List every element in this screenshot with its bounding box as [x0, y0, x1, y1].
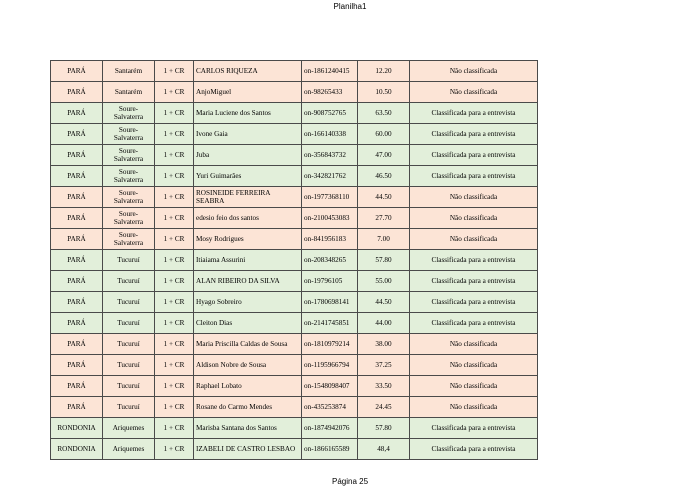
cell-cr: 1 + CR: [155, 229, 194, 250]
cell-municipio: Tucuruí: [103, 334, 155, 355]
table-row: [51, 376, 538, 397]
cell-municipio: Tucuruí: [103, 292, 155, 313]
cell-inscricao: on-208348265: [302, 250, 358, 271]
cell-nota: 24.45: [358, 397, 410, 418]
cell-nota: 27.70: [358, 208, 410, 229]
results-table-container: [50, 60, 537, 460]
cell-nome: Rosane do Carmo Mendes: [194, 397, 302, 418]
cell-uf: PARÁ: [51, 61, 103, 82]
table-row: [51, 103, 538, 124]
cell-municipio: Ariquemes: [103, 418, 155, 439]
cell-cr: 1 + CR: [155, 124, 194, 145]
cell-cr: 1 + CR: [155, 334, 194, 355]
table-row: [51, 229, 538, 250]
table-row: [51, 334, 538, 355]
cell-municipio: Tucuruí: [103, 397, 155, 418]
cell-nota: 48,4: [358, 439, 410, 460]
cell-nome: edesio feio dos santos: [194, 208, 302, 229]
cell-nota: 44.50: [358, 187, 410, 208]
cell-nota: 44.50: [358, 292, 410, 313]
table-row: [51, 397, 538, 418]
cell-cr: 1 + CR: [155, 313, 194, 334]
cell-nome: Cleiton Dias: [194, 313, 302, 334]
cell-uf: PARÁ: [51, 313, 103, 334]
cell-municipio: Tucuruí: [103, 355, 155, 376]
cell-nome: ROSINEIDE FERREIRA SEABRA: [194, 187, 302, 208]
cell-inscricao: on-166140338: [302, 124, 358, 145]
cell-uf: RONDONIA: [51, 439, 103, 460]
cell-nome: Hyago Sobreiro: [194, 292, 302, 313]
cell-situacao: Não classificada: [410, 82, 538, 103]
table-row: [51, 208, 538, 229]
cell-nota: 57.80: [358, 250, 410, 271]
cell-uf: PARÁ: [51, 292, 103, 313]
cell-situacao: Não classificada: [410, 187, 538, 208]
cell-situacao: Classificada para a entrevista: [410, 145, 538, 166]
cell-situacao: Não classificada: [410, 208, 538, 229]
cell-nome: Maria Priscilla Caldas de Sousa: [194, 334, 302, 355]
results-table: [50, 60, 538, 460]
cell-uf: PARÁ: [51, 103, 103, 124]
cell-cr: 1 + CR: [155, 439, 194, 460]
cell-situacao: Classificada para a entrevista: [410, 292, 538, 313]
cell-uf: RONDONIA: [51, 418, 103, 439]
cell-situacao: Classificada para a entrevista: [410, 439, 538, 460]
table-row: [51, 292, 538, 313]
cell-inscricao: on-1874942076: [302, 418, 358, 439]
cell-nota: 55.00: [358, 271, 410, 292]
cell-situacao: Classificada para a entrevista: [410, 250, 538, 271]
cell-situacao: Classificada para a entrevista: [410, 271, 538, 292]
cell-municipio: Santarém: [103, 82, 155, 103]
table-row: [51, 439, 538, 460]
sheet-title: Planilha1: [333, 2, 367, 11]
cell-nota: 10.50: [358, 82, 410, 103]
cell-nome: IZABELI DE CASTRO LESBAO: [194, 439, 302, 460]
cell-nota: 12.20: [358, 61, 410, 82]
cell-cr: 1 + CR: [155, 145, 194, 166]
cell-nome: CARLOS RIQUEZA: [194, 61, 302, 82]
cell-situacao: Não classificada: [410, 376, 538, 397]
cell-cr: 1 + CR: [155, 61, 194, 82]
cell-nome: Raphael Lobato: [194, 376, 302, 397]
cell-municipio: Soure-Salvaterra: [103, 103, 155, 124]
cell-inscricao: on-1195966794: [302, 355, 358, 376]
table-row: [51, 145, 538, 166]
cell-nome: ALAN RIBEIRO DA SILVA: [194, 271, 302, 292]
cell-situacao: Não classificada: [410, 355, 538, 376]
cell-uf: PARÁ: [51, 166, 103, 187]
cell-situacao: Classificada para a entrevista: [410, 418, 538, 439]
cell-inscricao: on-2141745851: [302, 313, 358, 334]
table-row: [51, 355, 538, 376]
cell-inscricao: on-908752765: [302, 103, 358, 124]
cell-uf: PARÁ: [51, 208, 103, 229]
cell-inscricao: on-1780698141: [302, 292, 358, 313]
cell-municipio: Soure-Salvaterra: [103, 145, 155, 166]
cell-cr: 1 + CR: [155, 166, 194, 187]
cell-municipio: Soure-Salvaterra: [103, 187, 155, 208]
table-row: [51, 250, 538, 271]
cell-cr: 1 + CR: [155, 397, 194, 418]
cell-nota: 37.25: [358, 355, 410, 376]
cell-municipio: Tucuruí: [103, 376, 155, 397]
cell-nome: Aldison Nobre de Sousa: [194, 355, 302, 376]
cell-uf: PARÁ: [51, 187, 103, 208]
cell-nome: Yuri Guimarães: [194, 166, 302, 187]
cell-inscricao: on-342821762: [302, 166, 358, 187]
cell-uf: PARÁ: [51, 355, 103, 376]
cell-uf: PARÁ: [51, 271, 103, 292]
cell-cr: 1 + CR: [155, 82, 194, 103]
cell-inscricao: on-1977368110: [302, 187, 358, 208]
cell-nota: 60.00: [358, 124, 410, 145]
cell-situacao: Não classificada: [410, 229, 538, 250]
cell-uf: PARÁ: [51, 376, 103, 397]
cell-municipio: Ariquemes: [103, 439, 155, 460]
table-row: [51, 61, 538, 82]
cell-nota: 47.00: [358, 145, 410, 166]
cell-municipio: Santarém: [103, 61, 155, 82]
table-row: [51, 187, 538, 208]
cell-cr: 1 + CR: [155, 250, 194, 271]
cell-uf: PARÁ: [51, 250, 103, 271]
cell-cr: 1 + CR: [155, 376, 194, 397]
cell-nome: Maria Luciene dos Santos: [194, 103, 302, 124]
cell-situacao: Classificada para a entrevista: [410, 103, 538, 124]
cell-inscricao: on-841956183: [302, 229, 358, 250]
page-footer: Página 25: [331, 477, 369, 486]
cell-inscricao: on-98265433: [302, 82, 358, 103]
cell-situacao: Classificada para a entrevista: [410, 124, 538, 145]
cell-cr: 1 + CR: [155, 271, 194, 292]
cell-nota: 57.80: [358, 418, 410, 439]
cell-nome: Marisba Santana dos Santos: [194, 418, 302, 439]
cell-uf: PARÁ: [51, 124, 103, 145]
cell-municipio: Soure-Salvaterra: [103, 166, 155, 187]
table-row: [51, 124, 538, 145]
cell-cr: 1 + CR: [155, 208, 194, 229]
table-row: [51, 82, 538, 103]
cell-cr: 1 + CR: [155, 355, 194, 376]
cell-uf: PARÁ: [51, 334, 103, 355]
cell-uf: PARÁ: [51, 145, 103, 166]
cell-cr: 1 + CR: [155, 418, 194, 439]
cell-situacao: Classificada para a entrevista: [410, 166, 538, 187]
cell-inscricao: on-356843732: [302, 145, 358, 166]
cell-cr: 1 + CR: [155, 103, 194, 124]
results-table-body: [51, 61, 538, 460]
cell-inscricao: on-1866165589: [302, 439, 358, 460]
cell-situacao: Não classificada: [410, 334, 538, 355]
cell-inscricao: on-1810979214: [302, 334, 358, 355]
cell-municipio: Tucuruí: [103, 313, 155, 334]
cell-inscricao: on-1861240415: [302, 61, 358, 82]
cell-nota: 44.00: [358, 313, 410, 334]
cell-nota: 63.50: [358, 103, 410, 124]
cell-inscricao: on-1548098407: [302, 376, 358, 397]
cell-nome: AnjoMiguel: [194, 82, 302, 103]
cell-inscricao: on-435253874: [302, 397, 358, 418]
table-row: [51, 166, 538, 187]
cell-situacao: Classificada para a entrevista: [410, 313, 538, 334]
table-row: [51, 271, 538, 292]
cell-nome: Mosy Rodrigues: [194, 229, 302, 250]
cell-municipio: Soure-Salvaterra: [103, 229, 155, 250]
cell-nota: 33.50: [358, 376, 410, 397]
cell-situacao: Não classificada: [410, 61, 538, 82]
cell-municipio: Tucuruí: [103, 271, 155, 292]
cell-cr: 1 + CR: [155, 292, 194, 313]
table-row: [51, 418, 538, 439]
table-row: [51, 313, 538, 334]
cell-nota: 7.00: [358, 229, 410, 250]
cell-uf: PARÁ: [51, 229, 103, 250]
cell-uf: PARÁ: [51, 82, 103, 103]
cell-situacao: Não classificada: [410, 397, 538, 418]
cell-inscricao: on-19796105: [302, 271, 358, 292]
cell-municipio: Soure-Salvaterra: [103, 208, 155, 229]
cell-nota: 46.50: [358, 166, 410, 187]
cell-nome: Juba: [194, 145, 302, 166]
cell-inscricao: on-2100453083: [302, 208, 358, 229]
cell-cr: 1 + CR: [155, 187, 194, 208]
cell-municipio: Tucuruí: [103, 250, 155, 271]
cell-municipio: Soure-Salvaterra: [103, 124, 155, 145]
cell-nota: 38.00: [358, 334, 410, 355]
cell-nome: Itiaiama Assurini: [194, 250, 302, 271]
cell-uf: PARÁ: [51, 397, 103, 418]
cell-nome: Ivone Gaia: [194, 124, 302, 145]
